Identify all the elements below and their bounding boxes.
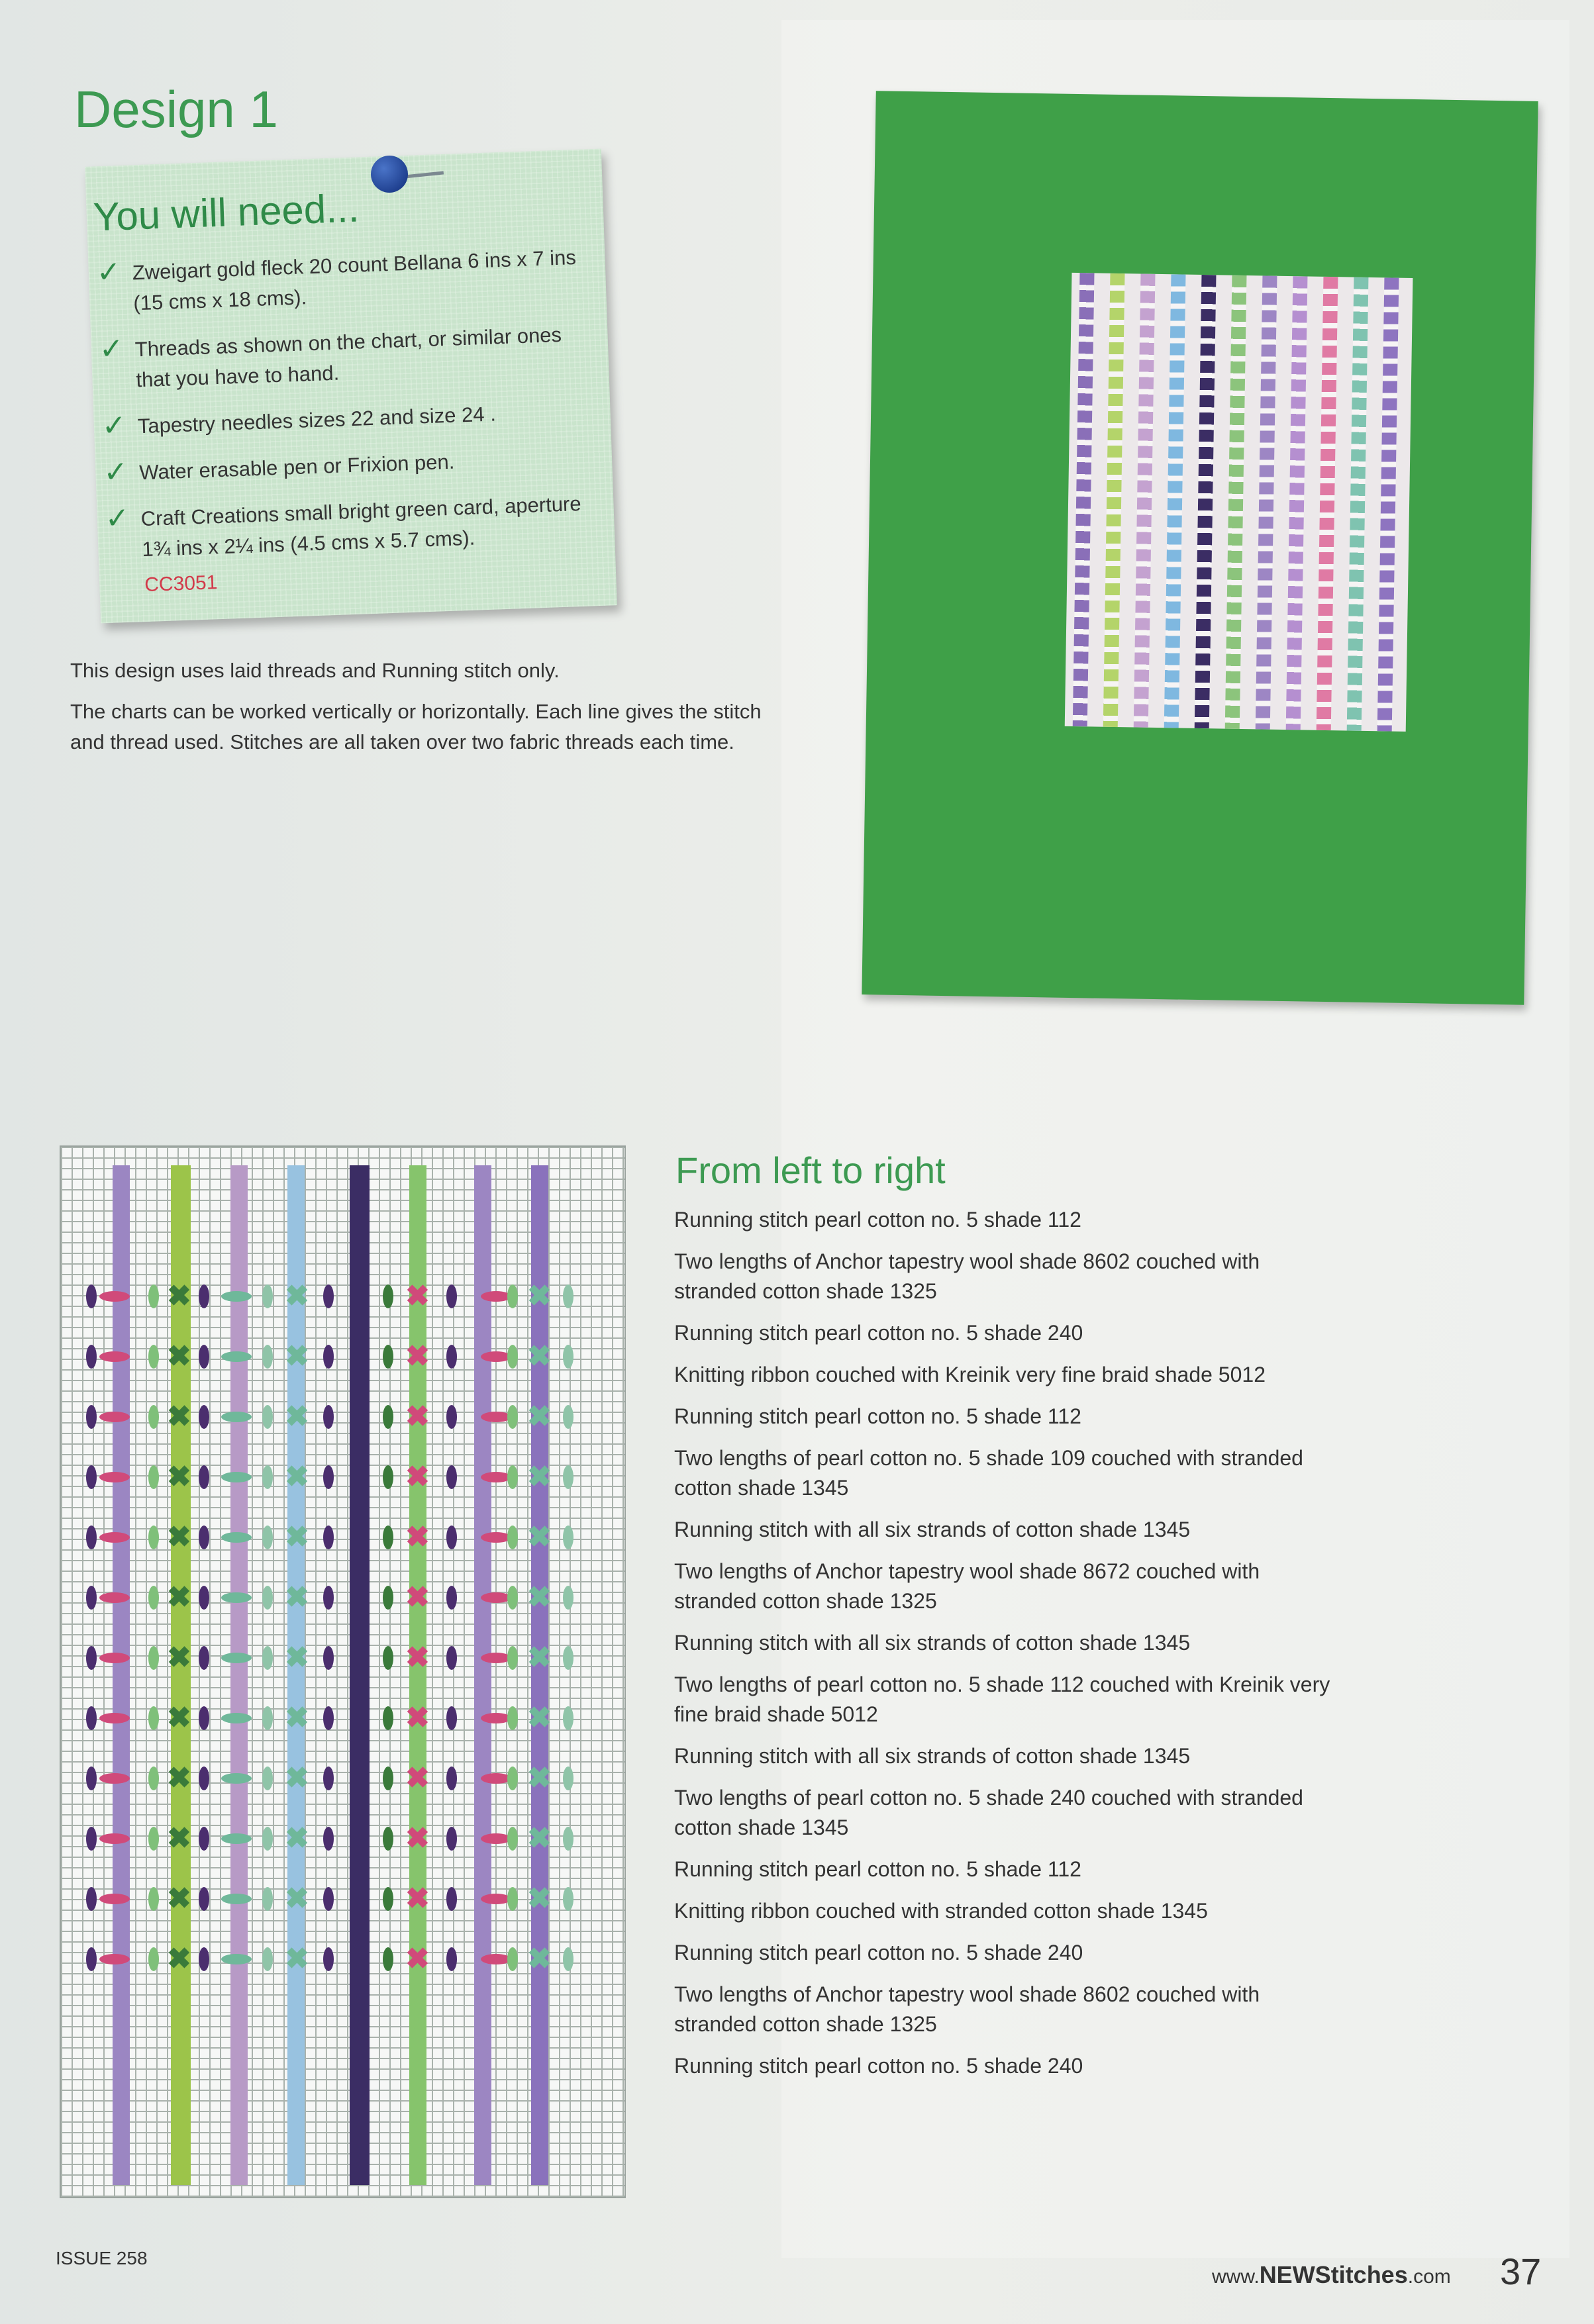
stitch-mark (148, 1284, 159, 1308)
stitch-mark (148, 1465, 159, 1489)
stitch-mark (563, 1887, 573, 1911)
cross-stitch-mark: ✖ (285, 1521, 309, 1553)
stitch-order-row: Knitting ribbon couched with stranded cotton shade 1345 (674, 1899, 1208, 1923)
stitch-mark (446, 1405, 457, 1429)
stitch-mark (199, 1586, 209, 1610)
materials-item: ✓ Zweigart gold fleck 20 count Bellana 6 ins x 7 ins (15 cms x 18 cms). (95, 246, 577, 315)
stitch-order-row: Running stitch pearl cotton no. 5 shade 240 (674, 1321, 1083, 1345)
cross-stitch-mark: ✖ (285, 1943, 309, 1975)
stitch-mark (221, 1291, 252, 1302)
stitch-mark (86, 1706, 97, 1730)
stitch-order-row: Two lengths of Anchor tapestry wool shade 8602 couched with stranded cotton shade 1325 (674, 1982, 1260, 2036)
stitch-mark (563, 1586, 573, 1610)
cross-stitch-mark: ✖ (285, 1762, 309, 1794)
stitch-order-row: Two lengths of Anchor tapestry wool shade 8672 couched with stranded cotton shade 1325 (674, 1559, 1260, 1613)
cross-stitch-mark: ✖ (527, 1461, 552, 1493)
stitch-mark (262, 1947, 273, 1971)
cross-stitch-mark: ✖ (405, 1641, 430, 1674)
stitch-mark (199, 1284, 209, 1308)
finished-card-photo (862, 91, 1538, 1005)
materials-item: ✓ Threads as shown on the chart, or similar ones that you have to hand. (98, 322, 562, 392)
stitch-mark (446, 1706, 457, 1730)
stitch-mark (563, 1646, 573, 1670)
materials-item: ✓ Tapestry needles sizes 22 and size 24 . (101, 402, 497, 443)
materials-item: ✓ Water erasable pen or Frixion pen. (103, 450, 455, 489)
stitch-mark (323, 1345, 334, 1369)
check-icon: ✓ (95, 256, 122, 289)
stitch-mark (262, 1706, 273, 1730)
thread-line (287, 1165, 305, 2185)
stitch-mark (99, 1833, 130, 1844)
stitch-mark (148, 1767, 159, 1790)
stitch-mark (262, 1887, 273, 1911)
stitch-mark (507, 1827, 518, 1851)
cross-stitch-mark: ✖ (167, 1461, 191, 1493)
thread-line (171, 1165, 191, 2185)
stitch-mark (199, 1405, 209, 1429)
stitch-mark (323, 1465, 334, 1489)
stitch-mark (148, 1525, 159, 1549)
page-number: 37 (1500, 2251, 1542, 2292)
stitch-mark (262, 1586, 273, 1610)
cross-stitch-mark: ✖ (405, 1943, 430, 1975)
stitch-mark (148, 1827, 159, 1851)
stitched-band (1225, 275, 1247, 729)
stitch-mark (86, 1947, 97, 1971)
stitch-order-row: Knitting ribbon couched with Kreinik very fine braid shade 5012 (674, 1363, 1266, 1386)
stitch-mark (86, 1465, 97, 1489)
cross-stitch-mark: ✖ (167, 1943, 191, 1975)
stitch-mark (563, 1405, 573, 1429)
stitch-mark (199, 1646, 209, 1670)
stitch-mark (148, 1947, 159, 1971)
stitch-order-list (674, 1205, 1336, 2093)
stitch-mark (99, 1954, 130, 1964)
thread-line (409, 1165, 426, 2185)
stitch-mark (323, 1767, 334, 1790)
cross-stitch-mark: ✖ (167, 1822, 191, 1855)
stitch-mark (323, 1827, 334, 1851)
stitch-mark (199, 1465, 209, 1489)
stitch-mark (323, 1586, 334, 1610)
stitch-mark (446, 1465, 457, 1489)
stitch-mark (148, 1405, 159, 1429)
stitch-mark (221, 1592, 252, 1603)
stitch-order-row: Two lengths of pearl cotton no. 5 shade 112 couched with Kreinik very fine braid shade 5012 (674, 1672, 1330, 1726)
cross-stitch-mark: ✖ (405, 1882, 430, 1915)
stitch-mark (383, 1827, 393, 1851)
stitch-mark (221, 1954, 252, 1964)
cross-stitch-mark: ✖ (527, 1943, 552, 1975)
cross-stitch-mark: ✖ (285, 1400, 309, 1433)
stitch-mark (383, 1887, 393, 1911)
cross-stitch-mark: ✖ (167, 1641, 191, 1674)
stitch-mark (563, 1947, 573, 1971)
cross-stitch-mark: ✖ (167, 1581, 191, 1614)
check-icon: ✓ (98, 332, 125, 366)
stitch-mark (148, 1586, 159, 1610)
thread-line (230, 1165, 248, 2185)
cross-stitch-mark: ✖ (285, 1340, 309, 1373)
stitch-mark (86, 1887, 97, 1911)
cross-stitch-mark: ✖ (285, 1581, 309, 1614)
stitch-mark (446, 1284, 457, 1308)
stitch-order-row: Two lengths of pearl cotton no. 5 shade 240 couched with stranded cotton shade 1345 (674, 1786, 1303, 1839)
cross-stitch-mark: ✖ (285, 1461, 309, 1493)
stitch-mark (221, 1653, 252, 1663)
stitch-order-row: Running stitch with all six strands of cotton shade 1345 (674, 1631, 1191, 1655)
stitch-mark (99, 1291, 130, 1302)
stitch-mark (446, 1345, 457, 1369)
stitch-mark (221, 1351, 252, 1362)
cross-stitch-mark: ✖ (405, 1581, 430, 1614)
stitch-mark (383, 1525, 393, 1549)
check-icon: ✓ (103, 455, 129, 489)
stitch-mark (383, 1706, 393, 1730)
stitch-mark (507, 1525, 518, 1549)
stitch-mark (221, 1833, 252, 1844)
cross-stitch-mark: ✖ (285, 1280, 309, 1312)
cross-stitch-mark: ✖ (285, 1882, 309, 1915)
check-icon: ✓ (101, 409, 127, 443)
cross-stitch-mark: ✖ (167, 1702, 191, 1734)
thread-line (531, 1165, 548, 2185)
stitch-mark (446, 1767, 457, 1790)
stitch-mark (86, 1525, 97, 1549)
stitch-mark (148, 1887, 159, 1911)
stitch-mark (262, 1827, 273, 1851)
cross-stitch-mark: ✖ (167, 1521, 191, 1553)
stitch-mark (446, 1887, 457, 1911)
stitch-mark (507, 1887, 518, 1911)
stitch-mark (383, 1405, 393, 1429)
cross-stitch-mark: ✖ (285, 1702, 309, 1734)
issue-label: ISSUE 258 (56, 2248, 148, 2268)
stitched-band (1286, 276, 1308, 730)
stitch-mark (262, 1345, 273, 1369)
stitch-mark (446, 1827, 457, 1851)
intro-paragraph: This design uses laid threads and Running stitch only. (70, 659, 560, 682)
stitch-mark (563, 1767, 573, 1790)
cross-stitch-mark: ✖ (167, 1762, 191, 1794)
stitch-order-row: Running stitch with all six strands of cotton shade 1345 (674, 1744, 1191, 1768)
stitch-mark (507, 1947, 518, 1971)
stitch-mark (323, 1405, 334, 1429)
stitch-mark (99, 1894, 130, 1904)
stitch-mark (99, 1713, 130, 1723)
cross-stitch-mark: ✖ (527, 1400, 552, 1433)
stitch-mark (221, 1412, 252, 1422)
cross-stitch-mark: ✖ (167, 1882, 191, 1915)
thread-line (350, 1165, 370, 2185)
stitch-mark (563, 1465, 573, 1489)
stitch-mark (507, 1586, 518, 1610)
stitch-mark (507, 1345, 518, 1369)
stitched-band (1164, 274, 1186, 728)
stitch-mark (199, 1767, 209, 1790)
stitch-mark (86, 1767, 97, 1790)
stitch-mark (323, 1706, 334, 1730)
you-will-need-card (85, 149, 617, 624)
cross-stitch-mark: ✖ (527, 1581, 552, 1614)
stitch-mark (86, 1345, 97, 1369)
stitched-band (1103, 273, 1125, 727)
stitch-mark (148, 1646, 159, 1670)
stitch-mark (199, 1706, 209, 1730)
stitch-order-row: Two lengths of pearl cotton no. 5 shade 109 couched with stranded cotton shade 1345 (674, 1446, 1303, 1500)
cross-stitch-mark: ✖ (167, 1340, 191, 1373)
product-code: CC3051 (144, 571, 218, 597)
stitch-mark (199, 1345, 209, 1369)
stitch-mark (262, 1284, 273, 1308)
check-icon: ✓ (104, 501, 130, 536)
stitch-order-row: Two lengths of Anchor tapestry wool shade 8602 couched with stranded cotton shade 1325 (674, 1249, 1260, 1303)
stitch-mark (262, 1525, 273, 1549)
stitch-mark (221, 1472, 252, 1482)
stitch-mark (221, 1773, 252, 1784)
stitch-mark (383, 1767, 393, 1790)
stitch-mark (262, 1465, 273, 1489)
stitch-mark (148, 1706, 159, 1730)
stitch-mark (323, 1525, 334, 1549)
stitch-mark (383, 1465, 393, 1489)
cross-stitch-mark: ✖ (527, 1882, 552, 1915)
stitch-order-row: Running stitch with all six strands of cotton shade 1345 (674, 1518, 1191, 1541)
stitch-mark (323, 1947, 334, 1971)
stitch-mark (323, 1646, 334, 1670)
stitch-mark (446, 1586, 457, 1610)
cross-stitch-mark: ✖ (285, 1641, 309, 1674)
stitched-band (1134, 274, 1156, 728)
cross-stitch-mark: ✖ (527, 1762, 552, 1794)
stitch-order-row: Running stitch pearl cotton no. 5 shade 112 (674, 1404, 1081, 1428)
stitch-mark (99, 1592, 130, 1603)
stitch-mark (563, 1706, 573, 1730)
stitch-mark (221, 1894, 252, 1904)
stitch-mark (99, 1532, 130, 1543)
stitch-mark (323, 1284, 334, 1308)
stitch-order-row: Running stitch pearl cotton no. 5 shade 240 (674, 2054, 1083, 2078)
stitch-mark (507, 1767, 518, 1790)
stitch-mark (507, 1646, 518, 1670)
intro-paragraph: The charts can be worked vertically or horizontally. Each line gives the stitch and thread used. Stitches are all taken over two fabric threads each time. (70, 700, 762, 753)
stitch-mark (383, 1646, 393, 1670)
stitch-mark (99, 1653, 130, 1663)
cross-stitch-mark: ✖ (527, 1340, 552, 1373)
stitch-mark (99, 1351, 130, 1362)
cross-stitch-mark: ✖ (527, 1641, 552, 1674)
cross-stitch-mark: ✖ (527, 1280, 552, 1312)
stitch-mark (262, 1646, 273, 1670)
stitch-mark (199, 1947, 209, 1971)
stitch-chart (60, 1145, 626, 2198)
stitch-mark (99, 1773, 130, 1784)
stitch-mark (86, 1586, 97, 1610)
materials-item: ✓ Craft Creations small bright green card, aperture 1¾ ins x 2¼ ins (4.5 cms x 5.7 cms). (104, 491, 582, 561)
cross-stitch-mark: ✖ (405, 1280, 430, 1312)
stitch-mark (383, 1284, 393, 1308)
stitch-mark (99, 1412, 130, 1422)
stitch-mark (323, 1887, 334, 1911)
stitched-band (1377, 277, 1399, 731)
stitched-band (1317, 277, 1338, 730)
cross-stitch-mark: ✖ (405, 1461, 430, 1493)
cross-stitch-mark: ✖ (527, 1822, 552, 1855)
cross-stitch-mark: ✖ (405, 1822, 430, 1855)
stitch-order-row: Running stitch pearl cotton no. 5 shade 240 (674, 1941, 1083, 1964)
stitch-mark (507, 1706, 518, 1730)
stitch-mark (86, 1284, 97, 1308)
intro-text (70, 655, 785, 768)
stitch-mark (86, 1827, 97, 1851)
stitch-mark (563, 1284, 573, 1308)
thread-line (474, 1165, 491, 2185)
design-title: Design 1 (74, 80, 278, 138)
stitch-mark (99, 1472, 130, 1482)
stitch-mark (563, 1525, 573, 1549)
stitch-mark (446, 1525, 457, 1549)
cross-stitch-mark: ✖ (405, 1340, 430, 1373)
stitch-mark (446, 1947, 457, 1971)
stitch-mark (446, 1646, 457, 1670)
stitch-mark (383, 1345, 393, 1369)
cross-stitch-mark: ✖ (167, 1280, 191, 1312)
stitch-mark (221, 1532, 252, 1543)
stitch-mark (199, 1827, 209, 1851)
stitch-mark (383, 1586, 393, 1610)
stitched-aperture (1065, 273, 1413, 732)
stitch-mark (199, 1525, 209, 1549)
stitch-mark (383, 1947, 393, 1971)
stitch-mark (148, 1345, 159, 1369)
cross-stitch-mark: ✖ (167, 1400, 191, 1433)
thread-line (113, 1165, 130, 2185)
stitch-mark (262, 1405, 273, 1429)
stitch-mark (507, 1465, 518, 1489)
stitched-band (1073, 273, 1095, 726)
website-url: www.NEWStitches.com (1212, 2261, 1451, 2288)
stitched-band (1347, 277, 1369, 731)
cross-stitch-mark: ✖ (285, 1822, 309, 1855)
cross-stitch-mark: ✖ (405, 1702, 430, 1734)
stitch-mark (86, 1646, 97, 1670)
stitch-order-row: Running stitch pearl cotton no. 5 shade 112 (674, 1208, 1081, 1232)
cross-stitch-mark: ✖ (405, 1521, 430, 1553)
stitch-mark (563, 1345, 573, 1369)
stitch-mark (262, 1767, 273, 1790)
you-will-need-title: You will need... (92, 185, 360, 240)
stitch-mark (199, 1887, 209, 1911)
stitch-order-row: Running stitch pearl cotton no. 5 shade 112 (674, 1857, 1081, 1881)
stitch-mark (507, 1405, 518, 1429)
stitch-mark (563, 1827, 573, 1851)
stitch-mark (86, 1405, 97, 1429)
stitched-band (1195, 275, 1217, 728)
order-title: From left to right (675, 1149, 946, 1191)
cross-stitch-mark: ✖ (527, 1521, 552, 1553)
cross-stitch-mark: ✖ (405, 1400, 430, 1433)
cross-stitch-mark: ✖ (527, 1702, 552, 1734)
stitched-band (1256, 275, 1277, 729)
stitch-mark (221, 1713, 252, 1723)
pushpin-icon (371, 156, 408, 193)
cross-stitch-mark: ✖ (405, 1762, 430, 1794)
materials-list (96, 242, 597, 582)
stitch-mark (507, 1284, 518, 1308)
